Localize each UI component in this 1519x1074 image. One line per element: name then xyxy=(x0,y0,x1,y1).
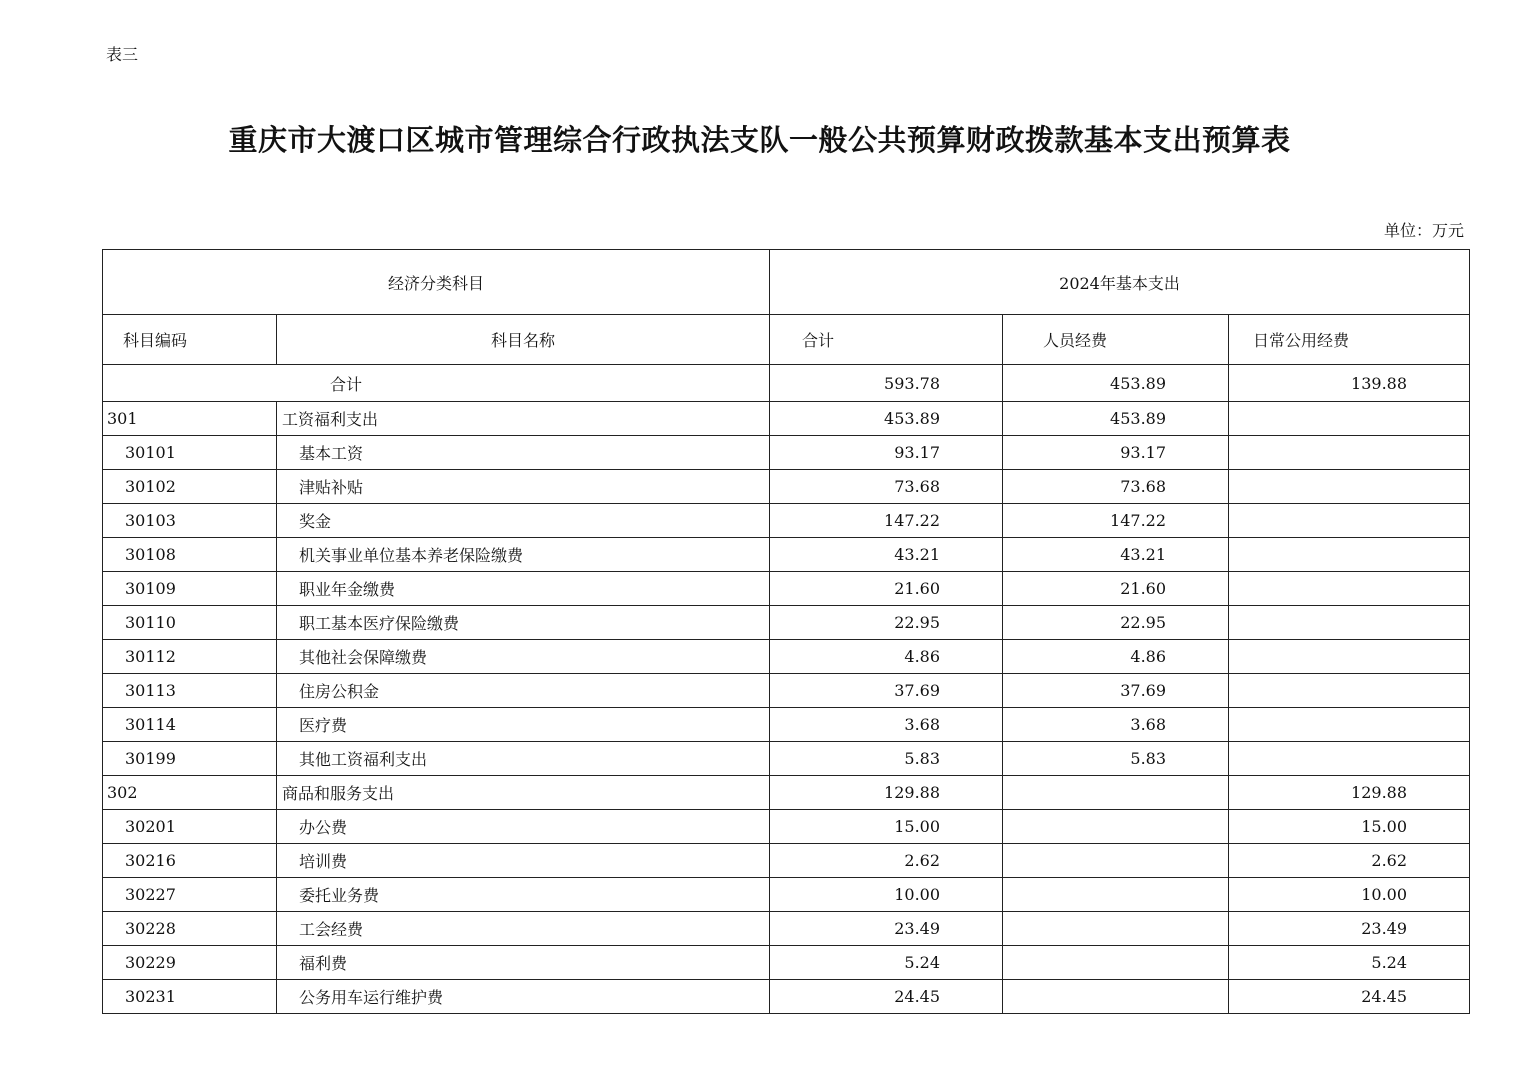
cell-public: 23.49 xyxy=(1229,912,1470,946)
table-row xyxy=(103,470,1470,504)
cell-public: 129.88 xyxy=(1229,776,1470,810)
cell-name: 办公费 xyxy=(277,810,770,844)
cell-code: 30102 xyxy=(103,470,277,504)
total-cell-total: 593.78 xyxy=(770,365,1003,402)
cell-personnel xyxy=(1003,844,1229,878)
cell-total: 5.83 xyxy=(770,742,1003,776)
cell-name: 工会经费 xyxy=(277,912,770,946)
table-row xyxy=(103,878,1470,912)
cell-public xyxy=(1229,470,1470,504)
table-row xyxy=(103,674,1470,708)
cell-public xyxy=(1229,674,1470,708)
cell-personnel: 3.68 xyxy=(1003,708,1229,742)
cell-name: 医疗费 xyxy=(277,708,770,742)
cell-name: 住房公积金 xyxy=(277,674,770,708)
cell-personnel xyxy=(1003,946,1229,980)
cell-public xyxy=(1229,402,1470,436)
cell-code: 30101 xyxy=(103,436,277,470)
cell-total: 93.17 xyxy=(770,436,1003,470)
cell-code: 30201 xyxy=(103,810,277,844)
cell-total: 10.00 xyxy=(770,878,1003,912)
cell-public: 24.45 xyxy=(1229,980,1470,1014)
total-cell-public: 139.88 xyxy=(1229,365,1470,402)
cell-personnel xyxy=(1003,878,1229,912)
cell-personnel: 4.86 xyxy=(1003,640,1229,674)
cell-name: 福利费 xyxy=(277,946,770,980)
table-row xyxy=(103,572,1470,606)
cell-total: 3.68 xyxy=(770,708,1003,742)
table-row xyxy=(103,436,1470,470)
cell-personnel: 21.60 xyxy=(1003,572,1229,606)
budget-table xyxy=(102,249,1470,1014)
column-header-total: 合计 xyxy=(770,315,1003,365)
cell-name: 培训费 xyxy=(277,844,770,878)
cell-code: 30110 xyxy=(103,606,277,640)
cell-code: 30229 xyxy=(103,946,277,980)
table-row xyxy=(103,742,1470,776)
cell-public: 2.62 xyxy=(1229,844,1470,878)
cell-public xyxy=(1229,606,1470,640)
cell-code: 30103 xyxy=(103,504,277,538)
cell-total: 43.21 xyxy=(770,538,1003,572)
column-header-personnel: 人员经费 xyxy=(1003,315,1229,365)
cell-name: 津贴补贴 xyxy=(277,470,770,504)
cell-name: 机关事业单位基本养老保险缴费 xyxy=(277,538,770,572)
cell-code: 30216 xyxy=(103,844,277,878)
header-economic-classification: 经济分类科目 xyxy=(103,250,770,315)
cell-name: 商品和服务支出 xyxy=(277,776,770,810)
cell-code: 30112 xyxy=(103,640,277,674)
cell-public xyxy=(1229,742,1470,776)
cell-code: 30199 xyxy=(103,742,277,776)
cell-public xyxy=(1229,538,1470,572)
cell-total: 37.69 xyxy=(770,674,1003,708)
cell-name: 公务用车运行维护费 xyxy=(277,980,770,1014)
total-cell-personnel: 453.89 xyxy=(1003,365,1229,402)
header-column-row xyxy=(103,315,1470,365)
cell-public xyxy=(1229,708,1470,742)
total-row xyxy=(103,365,1470,402)
cell-public: 5.24 xyxy=(1229,946,1470,980)
cell-code: 30114 xyxy=(103,708,277,742)
table-row xyxy=(103,504,1470,538)
cell-name: 奖金 xyxy=(277,504,770,538)
table-row xyxy=(103,844,1470,878)
cell-personnel xyxy=(1003,980,1229,1014)
cell-name: 委托业务费 xyxy=(277,878,770,912)
table-row xyxy=(103,946,1470,980)
cell-personnel: 22.95 xyxy=(1003,606,1229,640)
cell-code: 30228 xyxy=(103,912,277,946)
cell-total: 22.95 xyxy=(770,606,1003,640)
cell-personnel: 453.89 xyxy=(1003,402,1229,436)
header-group-row xyxy=(103,250,1470,315)
cell-code: 30109 xyxy=(103,572,277,606)
cell-public xyxy=(1229,640,1470,674)
table-number-label: 表三 xyxy=(106,45,139,64)
cell-total: 21.60 xyxy=(770,572,1003,606)
cell-total: 23.49 xyxy=(770,912,1003,946)
column-header-code: 科目编码 xyxy=(103,315,277,365)
cell-personnel: 43.21 xyxy=(1003,538,1229,572)
cell-personnel: 73.68 xyxy=(1003,470,1229,504)
cell-personnel xyxy=(1003,810,1229,844)
table-row xyxy=(103,810,1470,844)
cell-name: 其他社会保障缴费 xyxy=(277,640,770,674)
cell-code: 30108 xyxy=(103,538,277,572)
column-header-name: 科目名称 xyxy=(277,315,770,365)
cell-total: 129.88 xyxy=(770,776,1003,810)
cell-public xyxy=(1229,572,1470,606)
cell-personnel: 5.83 xyxy=(1003,742,1229,776)
cell-total: 2.62 xyxy=(770,844,1003,878)
cell-total: 5.24 xyxy=(770,946,1003,980)
table-row xyxy=(103,980,1470,1014)
cell-public: 10.00 xyxy=(1229,878,1470,912)
cell-total: 73.68 xyxy=(770,470,1003,504)
cell-total: 147.22 xyxy=(770,504,1003,538)
table-row xyxy=(103,606,1470,640)
cell-total: 15.00 xyxy=(770,810,1003,844)
cell-personnel: 147.22 xyxy=(1003,504,1229,538)
table-row xyxy=(103,538,1470,572)
page-title: 重庆市大渡口区城市管理综合行政执法支队一般公共预算财政拨款基本支出预算表 xyxy=(228,123,1291,157)
cell-total: 453.89 xyxy=(770,402,1003,436)
cell-public xyxy=(1229,436,1470,470)
table-row xyxy=(103,708,1470,742)
table-row xyxy=(103,776,1470,810)
cell-name: 职业年金缴费 xyxy=(277,572,770,606)
cell-personnel xyxy=(1003,776,1229,810)
cell-public: 15.00 xyxy=(1229,810,1470,844)
cell-personnel xyxy=(1003,912,1229,946)
header-basic-expenditure: 2024年基本支出 xyxy=(770,250,1470,315)
cell-code: 30113 xyxy=(103,674,277,708)
table-row xyxy=(103,402,1470,436)
cell-public xyxy=(1229,504,1470,538)
cell-name: 工资福利支出 xyxy=(277,402,770,436)
total-label: 合计 xyxy=(103,365,770,402)
cell-personnel: 37.69 xyxy=(1003,674,1229,708)
table-row xyxy=(103,912,1470,946)
table-row xyxy=(103,640,1470,674)
cell-total: 24.45 xyxy=(770,980,1003,1014)
unit-label: 单位：万元 xyxy=(1383,221,1464,240)
cell-code: 301 xyxy=(103,402,277,436)
cell-code: 30231 xyxy=(103,980,277,1014)
cell-code: 302 xyxy=(103,776,277,810)
cell-name: 职工基本医疗保险缴费 xyxy=(277,606,770,640)
cell-name: 基本工资 xyxy=(277,436,770,470)
cell-total: 4.86 xyxy=(770,640,1003,674)
cell-code: 30227 xyxy=(103,878,277,912)
column-header-public: 日常公用经费 xyxy=(1229,315,1470,365)
cell-name: 其他工资福利支出 xyxy=(277,742,770,776)
cell-personnel: 93.17 xyxy=(1003,436,1229,470)
